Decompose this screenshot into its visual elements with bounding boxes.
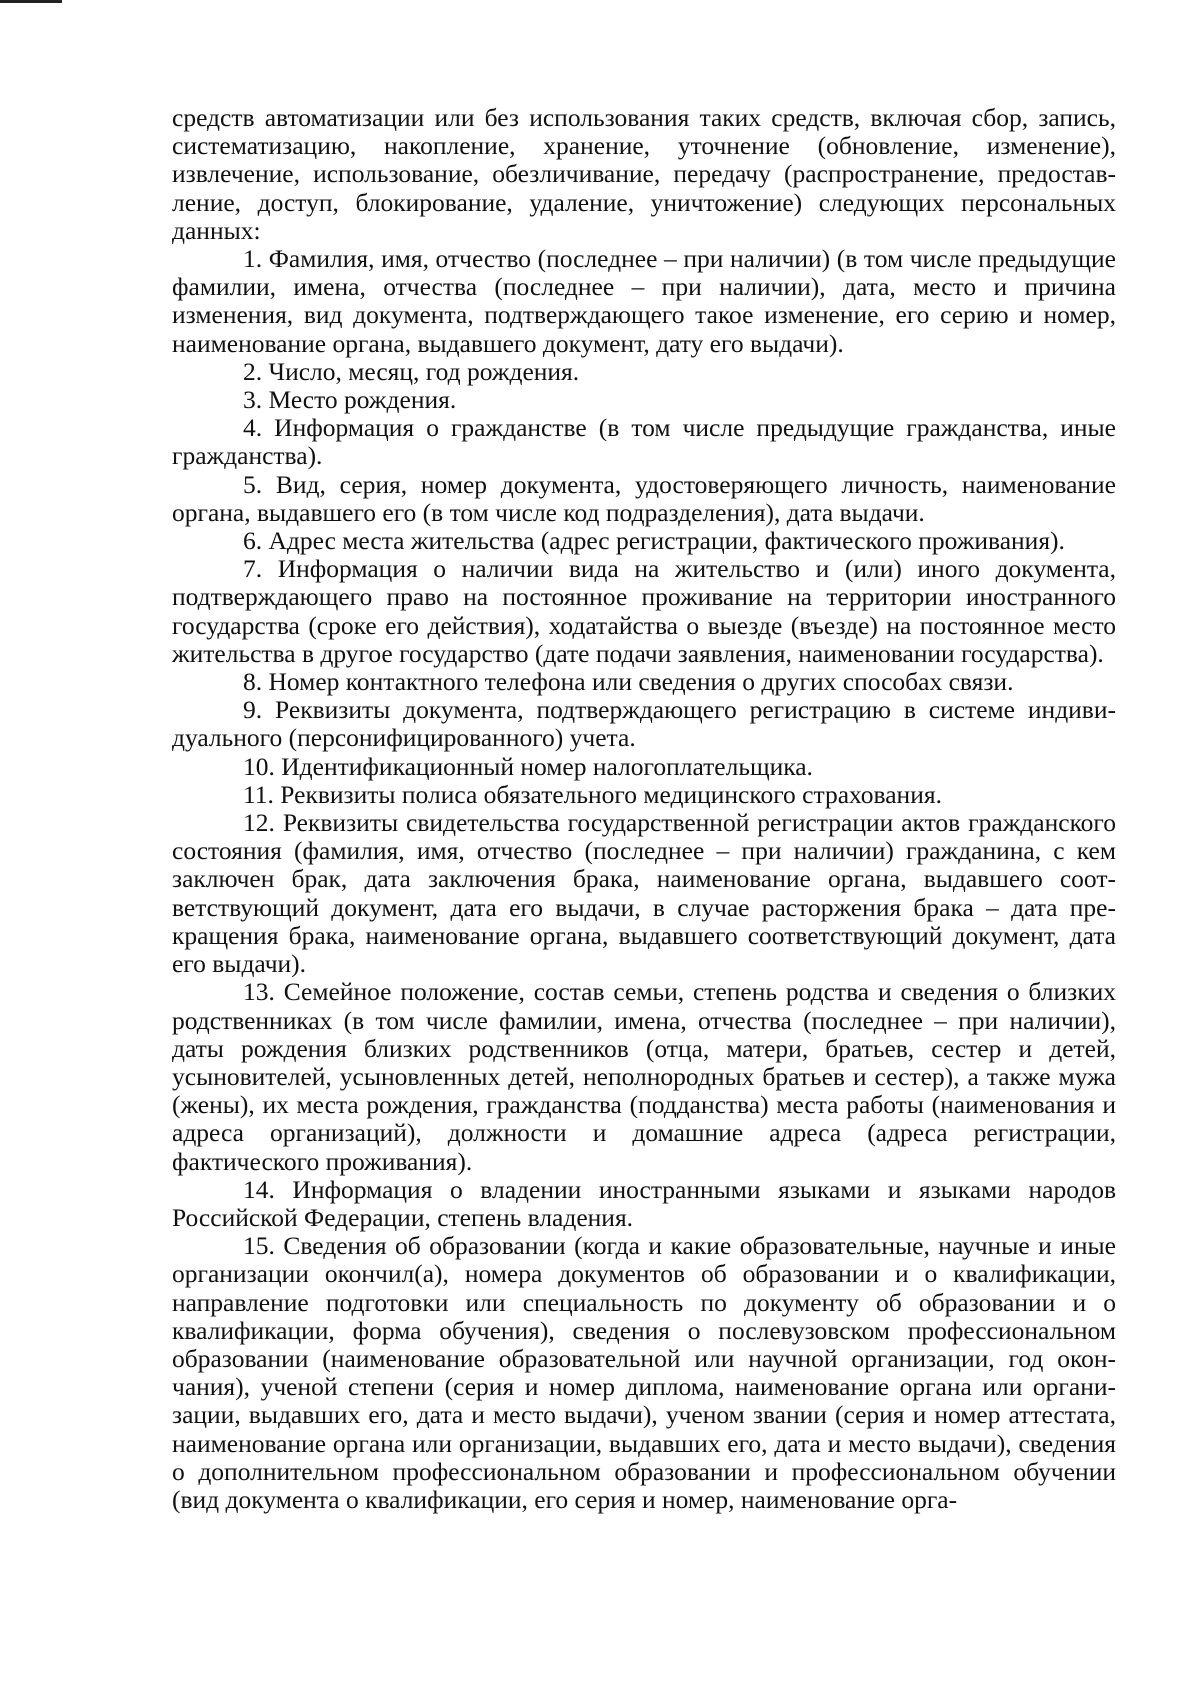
- list-item-10: 10. Идентификационный номер налогоплательщика.: [243, 751, 813, 781]
- list-item-6: 6. Адрес места жительства (адрес регистрации, фактического проживания).: [243, 526, 1065, 556]
- list-item-1: 1. Фамилия, имя, отчество (последнее – при наличии) (в том числе предыдущие фамилии, имена, отчества (последнее – при наличии), дата, место и причина изменения, вид документа, подтверждающего такое изменение, его серию и номер, наименование органа, выдавшего документ, дату его выдачи).: [172, 244, 1116, 358]
- list-item-4: 4. Информация о гражданстве (в том числе предыдущие гражданства, иные гражданства).: [172, 413, 1116, 471]
- list-item-15: 15. Сведения об образовании (когда и какие образовательные, научные и иные организации окончил(а), номера документов об образовании и о квалификации, направление подготовки или специальность по документу об образовании и о квалификации, форма обучения), сведения о послевузовском профессиональном образовании (наименование образовательной или научной организации, год окончания), ученой степени (серия и номер диплома, наименование органа или организации, выдавших его, дата и место выдачи), ученом звании (серия и номер аттестата, наименование органа или организации, выдавших его, дата и место выдачи), сведения о дополнительном профессиональном образовании и профессиональном обучении (вид документа о квалификации, его серия и номер, наименование орга-: [172, 1231, 1116, 1514]
- intro-paragraph: средств автоматизации или без использования таких средств, включая сбор, запись, систематизацию, накопление, хранение, уточнение (обновление, изменение), извлечение, использование, обезличивание, передачу (распространение, предоставление, доступ, блокирование, удаление, уничтожение) следующих персональных данных:: [172, 103, 1116, 245]
- list-item-13: 13. Семейное положение, состав семьи, степень родства и сведения о близких родственниках (в том числе фамилии, имена, отчества (последнее – при наличии), даты рождения близких родственников (отца, матери, братьев, сестер и детей, усыновителей, усыновленных детей, неполнородных братьев и сестер), а также мужа (жены), их места рождения, гражданства (подданства) места работы (наименования и адреса организаций), должности и домашние адреса (адреса регистрации, фактического проживания).: [172, 977, 1116, 1176]
- list-item-8: 8. Номер контактного телефона или сведения о других способах связи.: [243, 667, 1014, 697]
- list-item-14: 14. Информация о владении иностранными языками и языками народов Российской Федерации, степень владения.: [172, 1174, 1116, 1232]
- list-item-2: 2. Число, месяц, год рождения.: [243, 356, 580, 386]
- list-item-5: 5. Вид, серия, номер документа, удостоверяющего личность, наименование органа, выдавшего его (в том числе код подразделения), дата выдачи.: [172, 469, 1116, 527]
- list-item-12: 12. Реквизиты свидетельства государственной регистрации актов гражданского состояния (фамилия, имя, отчество (последнее – при наличии) гражданина, с кем заключен брак, дата заключения брака, наименование органа, выдавшего соответствующий документ, дата его выдачи, в случае расторжения брака – дата прекращения брака, наименование органа, выдавшего соответствующий документ, дата его выдачи).: [172, 808, 1116, 979]
- list-item-9: 9. Реквизиты документа, подтверждающего регистрацию в системе индивидуального (персонифицированного) учета.: [172, 695, 1116, 753]
- document-body: [172, 104, 1116, 1514]
- list-item-7: 7. Информация о наличии вида на жительство и (или) иного документа, подтверждающего право на постоянное проживание на территории иностранного государства (сроке его действия), ходатайства о выезде (въезде) на постоянное место жительства в другое государство (дате подачи заявления, наименовании государства).: [172, 554, 1116, 668]
- scan-corner-mark: [0, 0, 62, 3]
- list-item-3: 3. Место рождения.: [243, 385, 457, 415]
- list-item-11: 11. Реквизиты полиса обязательного медицинского страхования.: [243, 779, 942, 809]
